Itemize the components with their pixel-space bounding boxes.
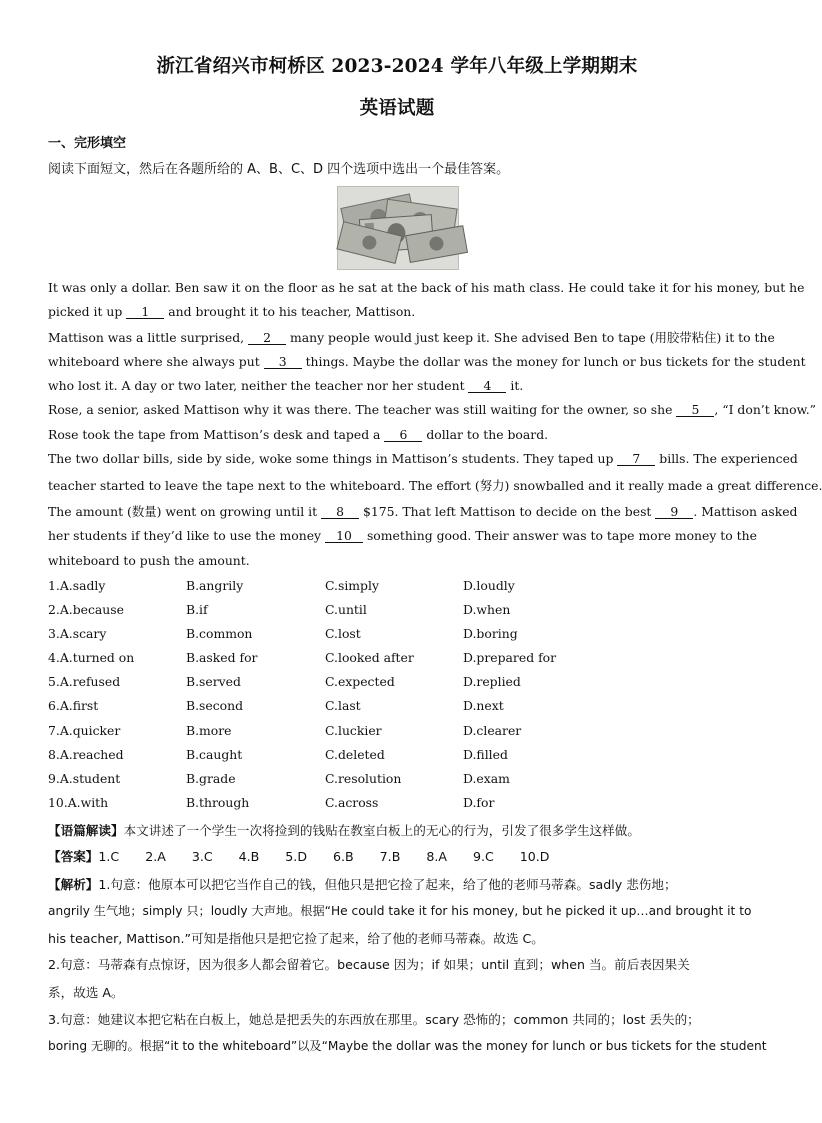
passage-text: bills. The experienced: [655, 451, 798, 466]
passage-text: and brought it to his teacher, Mattison.: [164, 304, 416, 319]
summary-label: 【语篇解读】: [48, 823, 124, 838]
option-c[interactable]: C.lost: [325, 626, 361, 641]
passage-text: who lost it. A day or two later, neither the teacher nor her student: [48, 378, 469, 393]
option-c[interactable]: C.expected: [325, 674, 395, 689]
option-b[interactable]: B.served: [186, 674, 241, 689]
passage-text: whiteboard where she always put: [48, 354, 264, 369]
passage-line: teacher started to leave the tape next to the whiteboard. The effort (努力) snowballed and it really made a great difference.: [48, 478, 822, 493]
option-d[interactable]: D.replied: [463, 674, 521, 689]
blank-3: 3: [264, 355, 302, 369]
dollar-bills-image: [337, 186, 459, 270]
option-c[interactable]: C.luckier: [325, 723, 382, 738]
explain-line: [48, 874, 677, 893]
option-c[interactable]: C.deleted: [325, 747, 385, 762]
answer-label: 【答案】: [48, 849, 99, 864]
blank-4: 4: [468, 379, 506, 393]
answer-item: 2.A: [145, 849, 166, 864]
explain-line: his teacher, Mattison.”可知是指他只是把它捡了起来，给了他的老师马蒂森。故选 C。: [48, 931, 544, 946]
option-d[interactable]: D.prepared for: [463, 650, 557, 665]
passage-text: , “I don’t know.”: [714, 402, 817, 417]
option-b[interactable]: B.more: [186, 723, 232, 738]
explain-line: 3.句意：她建议本把它粘在白板上，她总是把丢失的东西放在那里。scary 恐怖的；common 共同的；lost 丢失的；: [48, 1012, 700, 1027]
option-d[interactable]: D.clearer: [463, 723, 522, 738]
passage-line: [48, 427, 548, 442]
blank-2: 2: [248, 331, 286, 345]
passage-text: Rose, a senior, asked Mattison why it was there. The teacher was still waiting for the owner, so she: [48, 402, 677, 417]
answer-item: 3.C: [191, 849, 213, 864]
dollar-bills-illustration: [338, 187, 458, 269]
answer-item: 1.C: [98, 849, 120, 864]
explain-line: boring 无聊的。根据“it to the whiteboard”以及“Maybe the dollar was the money for lunch or bus tickets for the student: [48, 1039, 767, 1053]
option-c[interactable]: C.across: [325, 795, 379, 810]
answer-item: 8.A: [426, 849, 447, 864]
answer-item: 4.B: [238, 849, 260, 864]
passage-text: The two dollar bills, side by side, woke some things in Mattison’s students. They taped up: [48, 451, 618, 466]
passage-text: it.: [506, 378, 524, 393]
option-c[interactable]: C.looked after: [325, 650, 414, 665]
passage-line: [48, 328, 775, 346]
passage-line: It was only a dollar. Ben saw it on the floor as he sat at the back of his math class. He could take it for his money, but he: [48, 280, 805, 295]
option-a[interactable]: 2.A.because: [48, 602, 124, 617]
answer-item: 9.C: [472, 849, 494, 864]
option-b[interactable]: B.asked for: [186, 650, 258, 665]
option-a[interactable]: 10.A.with: [48, 795, 109, 810]
passage-line: whiteboard to push the amount.: [48, 553, 250, 568]
blank-6: 6: [384, 428, 422, 442]
passage-text: The amount (数量) went on growing until it: [48, 504, 322, 519]
option-b[interactable]: B.common: [186, 626, 253, 641]
option-d[interactable]: D.when: [463, 602, 511, 617]
answer-item: 5.D: [285, 849, 308, 864]
passage-text: many people would just keep it. She advised Ben to tape (用胶带粘住) it to the: [286, 330, 775, 345]
option-b[interactable]: B.angrily: [186, 578, 244, 593]
passage-line: [48, 354, 806, 369]
option-a[interactable]: 1.A.sadly: [48, 578, 106, 593]
explain-line: 2.句意：马蒂森有点惊讶，因为很多人都会留着它。because 因为；if 如果；until 直到；when 当。前后表因果关: [48, 957, 690, 972]
document-title: 浙江省绍兴市柯桥区 2023-2024 学年八年级上学期期末: [156, 56, 638, 77]
passage-line: [48, 304, 415, 319]
option-a[interactable]: 6.A.first: [48, 698, 99, 713]
blank-9: 9: [655, 505, 693, 519]
option-a[interactable]: 7.A.quicker: [48, 723, 121, 738]
option-c[interactable]: C.last: [325, 698, 361, 713]
blank-5: 5: [676, 403, 714, 417]
option-d[interactable]: D.exam: [463, 771, 510, 786]
passage-text: picked it up: [48, 304, 127, 319]
explain-line: 系，故选 A。: [48, 985, 124, 1000]
option-d[interactable]: D.loudly: [463, 578, 515, 593]
blank-1: 1: [126, 305, 164, 319]
option-a[interactable]: 3.A.scary: [48, 626, 107, 641]
option-d[interactable]: D.for: [463, 795, 495, 810]
instruction-text: 阅读下面短文，然后在各题所给的 A、B、C、D 四个选项中选出一个最佳答案。: [48, 162, 510, 177]
passage-text: . Mattison asked: [693, 504, 798, 519]
passage-text: $175. That left Mattison to decide on the best: [359, 504, 656, 519]
explain-line: angrily 生气地；simply 只；loudly 大声地。根据“He could take it for his money, but he picked it up…and brought it to: [48, 904, 752, 918]
passage-text: things. Maybe the dollar was the money for lunch or bus tickets for the student: [301, 354, 806, 369]
passage-text: Rose took the tape from Mattison’s desk and taped a: [48, 427, 385, 442]
blank-8: 8: [321, 505, 359, 519]
option-a[interactable]: 5.A.refused: [48, 674, 121, 689]
summary-line: [48, 820, 640, 839]
passage-text: dollar to the board.: [422, 427, 549, 442]
option-d[interactable]: D.filled: [463, 747, 508, 762]
explain-label: 【解析】: [48, 877, 99, 892]
blank-10: 10: [325, 529, 363, 543]
blank-7: 7: [617, 452, 655, 466]
passage-line: [48, 378, 523, 393]
option-a[interactable]: 9.A.student: [48, 771, 121, 786]
answer-item: 10.D: [519, 849, 550, 864]
answer-item: 6.B: [333, 849, 354, 864]
option-b[interactable]: B.caught: [186, 747, 243, 762]
option-b[interactable]: B.through: [186, 795, 250, 810]
option-b[interactable]: B.if: [186, 602, 208, 617]
document-subtitle: 英语试题: [359, 98, 435, 119]
option-b[interactable]: B.grade: [186, 771, 236, 786]
summary-text: 本文讲述了一个学生一次将捡到的钱贴在教室白板上的无心的行为，引发了很多学生这样做。: [123, 823, 640, 838]
passage-line: [48, 402, 816, 417]
option-d[interactable]: D.next: [463, 698, 504, 713]
section-heading: 一、完形填空: [48, 136, 127, 151]
option-c[interactable]: C.simply: [325, 578, 379, 593]
passage-text: her students if they’d like to use the money: [48, 528, 325, 543]
answer-item: 7.B: [379, 849, 401, 864]
option-d[interactable]: D.boring: [463, 626, 518, 641]
passage-line: [48, 502, 798, 520]
passage-text: Mattison was a little surprised,: [48, 330, 249, 345]
option-a[interactable]: 4.A.turned on: [48, 650, 135, 665]
option-b[interactable]: B.second: [186, 698, 244, 713]
option-a[interactable]: 8.A.reached: [48, 747, 124, 762]
answer-line: [48, 846, 576, 865]
option-c[interactable]: C.resolution: [325, 771, 402, 786]
passage-text: something good. Their answer was to tape more money to the: [363, 528, 757, 543]
explain-text: 1.句意：他原本可以把它当作自己的钱，但他只是把它捡了起来，给了他的老师马蒂森。sadly 悲伤地；: [98, 877, 677, 892]
option-c[interactable]: C.until: [325, 602, 367, 617]
passage-line: [48, 528, 757, 543]
passage-line: [48, 451, 798, 466]
